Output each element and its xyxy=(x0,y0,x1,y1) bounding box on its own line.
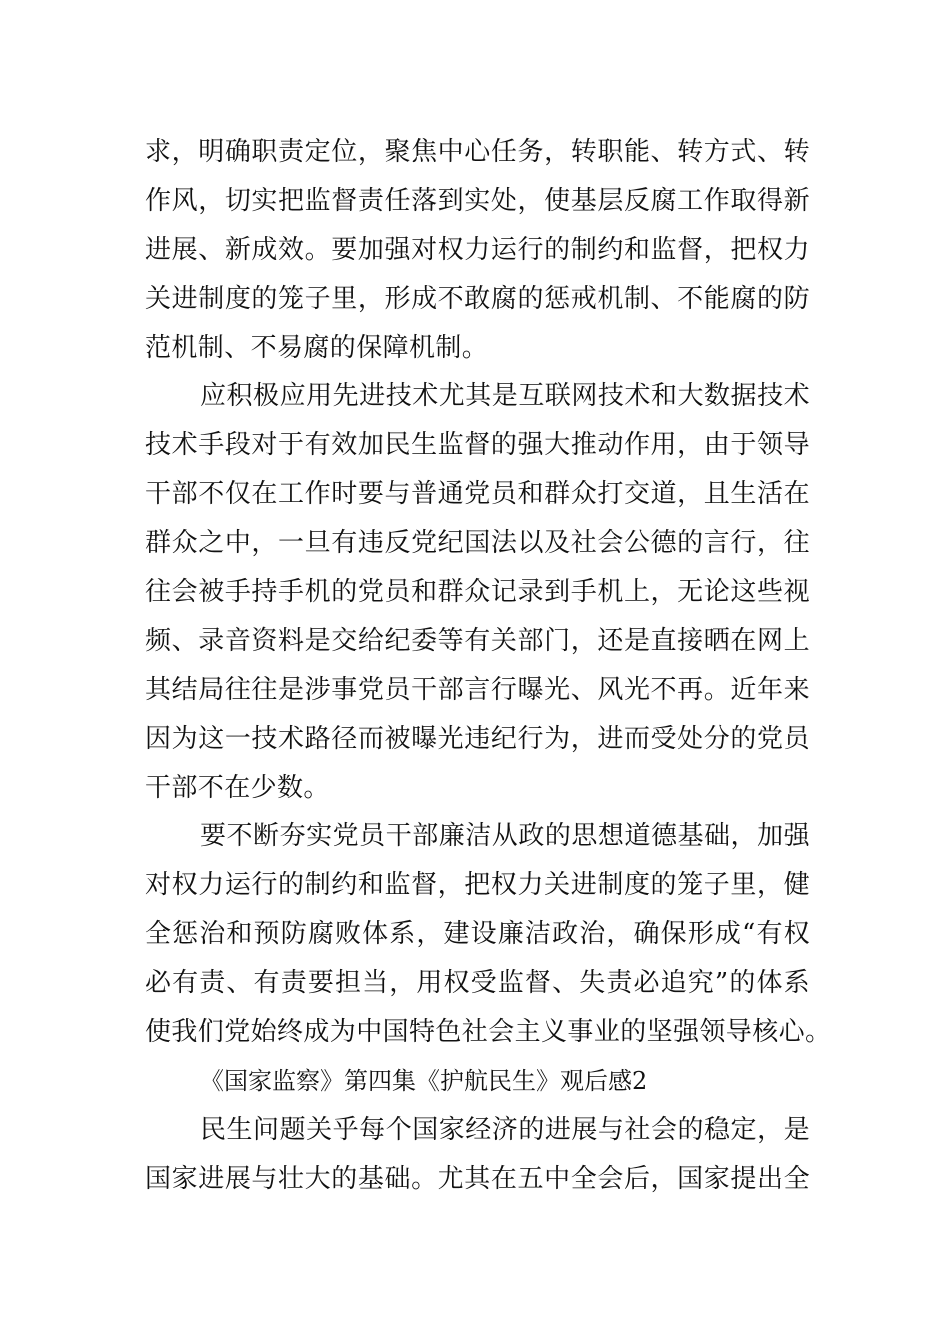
document-body xyxy=(145,128,832,1204)
text-line: 进展、新成效。要加强对权力运行的制约和监督，把权力 xyxy=(145,234,810,265)
text-line: 国家进展与壮大的基础。尤其在五中全会后，国家提出全 xyxy=(145,1163,810,1194)
text-line: 使我们党始终成为中国特色社会主义事业的坚强领导核心。 xyxy=(145,1017,832,1048)
text-line: 技术手段对于有效加民生监督的强大推动作用，由于领导 xyxy=(145,430,810,461)
text-line: 要不断夯实党员干部廉洁从政的思想道德基础，加强 xyxy=(200,821,810,852)
text-line: 民生问题关乎每个国家经济的进展与社会的稳定，是 xyxy=(200,1114,810,1145)
text-line: 频、录音资料是交给纪委等有关部门，还是直接晒在网上 xyxy=(145,625,810,656)
text-line: 作风，切实把监督责任落到实处，使基层反腐工作取得新 xyxy=(145,185,810,216)
text-line: 应积极应用先进技术尤其是互联网技术和大数据技术 xyxy=(200,381,810,412)
text-line: 必有责、有责要担当，用权受监督、失责必追究”的体系 xyxy=(145,968,810,999)
section-heading: 《国家监察》第四集《护航民生》观后感2 xyxy=(200,1066,648,1095)
text-line: 求，明确职责定位，聚焦中心任务，转职能、转方式、转 xyxy=(145,137,810,167)
text-line: 其结局往往是涉事党员干部言行曝光、风光不再。近年来 xyxy=(145,674,810,705)
text-line: 对权力运行的制约和监督，把权力关进制度的笼子里，健 xyxy=(145,870,810,901)
paragraph xyxy=(145,128,810,372)
text-line: 范机制、不易腐的保障机制。 xyxy=(145,332,489,363)
text-line: 全惩治和预防腐败体系，建设廉洁政治，确保形成“有权 xyxy=(145,919,810,950)
text-line: 往会被手持手机的党员和群众记录到手机上，无论这些视 xyxy=(145,577,810,608)
paragraph xyxy=(145,1106,810,1204)
text-line: 干部不仅在工作时要与普通党员和群众打交道，且生活在 xyxy=(145,479,810,510)
paragraph xyxy=(145,372,810,812)
text-line: 群众之中，一旦有违反党纪国法以及社会公德的言行，往 xyxy=(145,528,810,559)
text-line: 因为这一技术路径而被曝光违纪行为，进而受处分的党员 xyxy=(145,723,810,754)
text-line: 干部不在少数。 xyxy=(145,772,330,803)
text-line: 关进制度的笼子里，形成不敢腐的惩戒机制、不能腐的防 xyxy=(145,283,810,314)
paragraph xyxy=(145,812,832,1056)
